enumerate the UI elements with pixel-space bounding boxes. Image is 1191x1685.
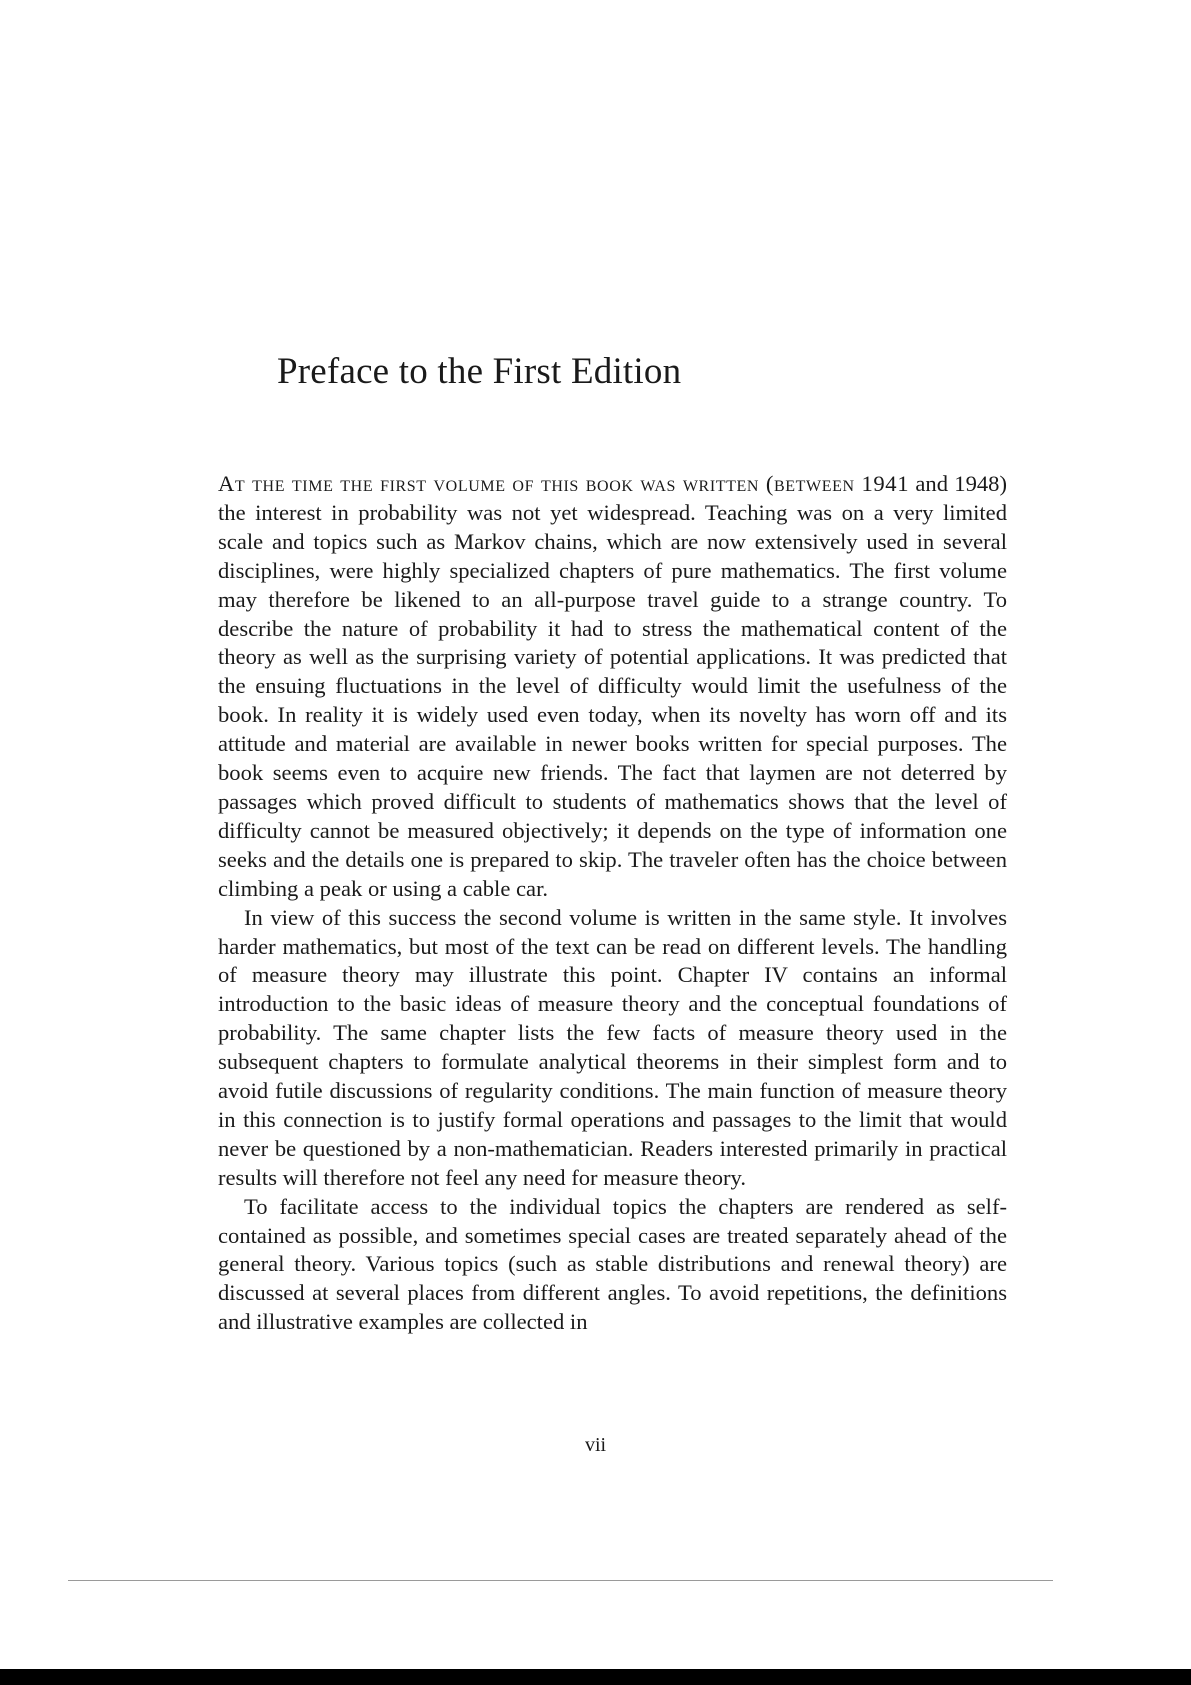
scan-bottom-border bbox=[0, 1669, 1191, 1685]
scan-edge-line bbox=[68, 1580, 1053, 1581]
paragraph-1 bbox=[218, 470, 1007, 904]
preface-body bbox=[218, 470, 1007, 1337]
page-title: Preface to the First Edition bbox=[277, 351, 682, 392]
paragraph-3: To facilitate access to the individual topics the chapters are rendered as self-contained as possible, and sometimes special cases are treated separately ahead of the general theory. Various topics (such as stable distributions and renewal theory) are discussed at several places from different angles. To avoid repetitions, the definitions and illustrative examples are collected in bbox=[218, 1193, 1007, 1335]
page-number: vii bbox=[584, 1434, 607, 1456]
paragraph-2: In view of this success the second volume is written in the same style. It involves harder mathematics, but most of the text can be read on different levels. The handling of measure theory may illustrate this point. Chapter IV contains an informal introduction to the basic ideas of measure theory and the conceptual foundations of probability. The same chapter lists the few facts of measure theory used in the subsequent chapters to formulate analytical theorems in their simplest form and to avoid futile discussions of regularity conditions. The main function of measure theory in this connection is to justify formal operations and passages to the limit that would never be questioned by a non-mathematician. Readers interested primarily in practical results will therefore not feel any need for measure theory. bbox=[218, 904, 1007, 1190]
opening-smallcaps: At the time the first volume of this book was written (between 1941 bbox=[218, 471, 910, 496]
paragraph-1-text: and 1948) the interest in probability was not yet widespread. Teaching was on a very limited scale and topics such as Markov chains, which are now extensively used in several disciplines, were highly specialized chapters of pure mathematics. The first volume may therefore be likened to an all-purpose travel guide to a strange country. To describe the nature of probability it had to stress the mathematical content of the theory as well as the surprising variety of potential applications. It was predicted that the ensuing fluctuations in the level of difficulty would limit the usefulness of the book. In reality it is widely used even today, when its novelty has worn off and its attitude and material are available in newer books written for special purposes. The book seems even to acquire new friends. The fact that laymen are not deterred by passages which proved difficult to students of mathematics shows that the level of difficulty cannot be measured objectively; it depends on the type of information one seeks and the details one is prepared to skip. The traveler often has the choice between climbing a peak or using a cable car. bbox=[218, 471, 1007, 901]
